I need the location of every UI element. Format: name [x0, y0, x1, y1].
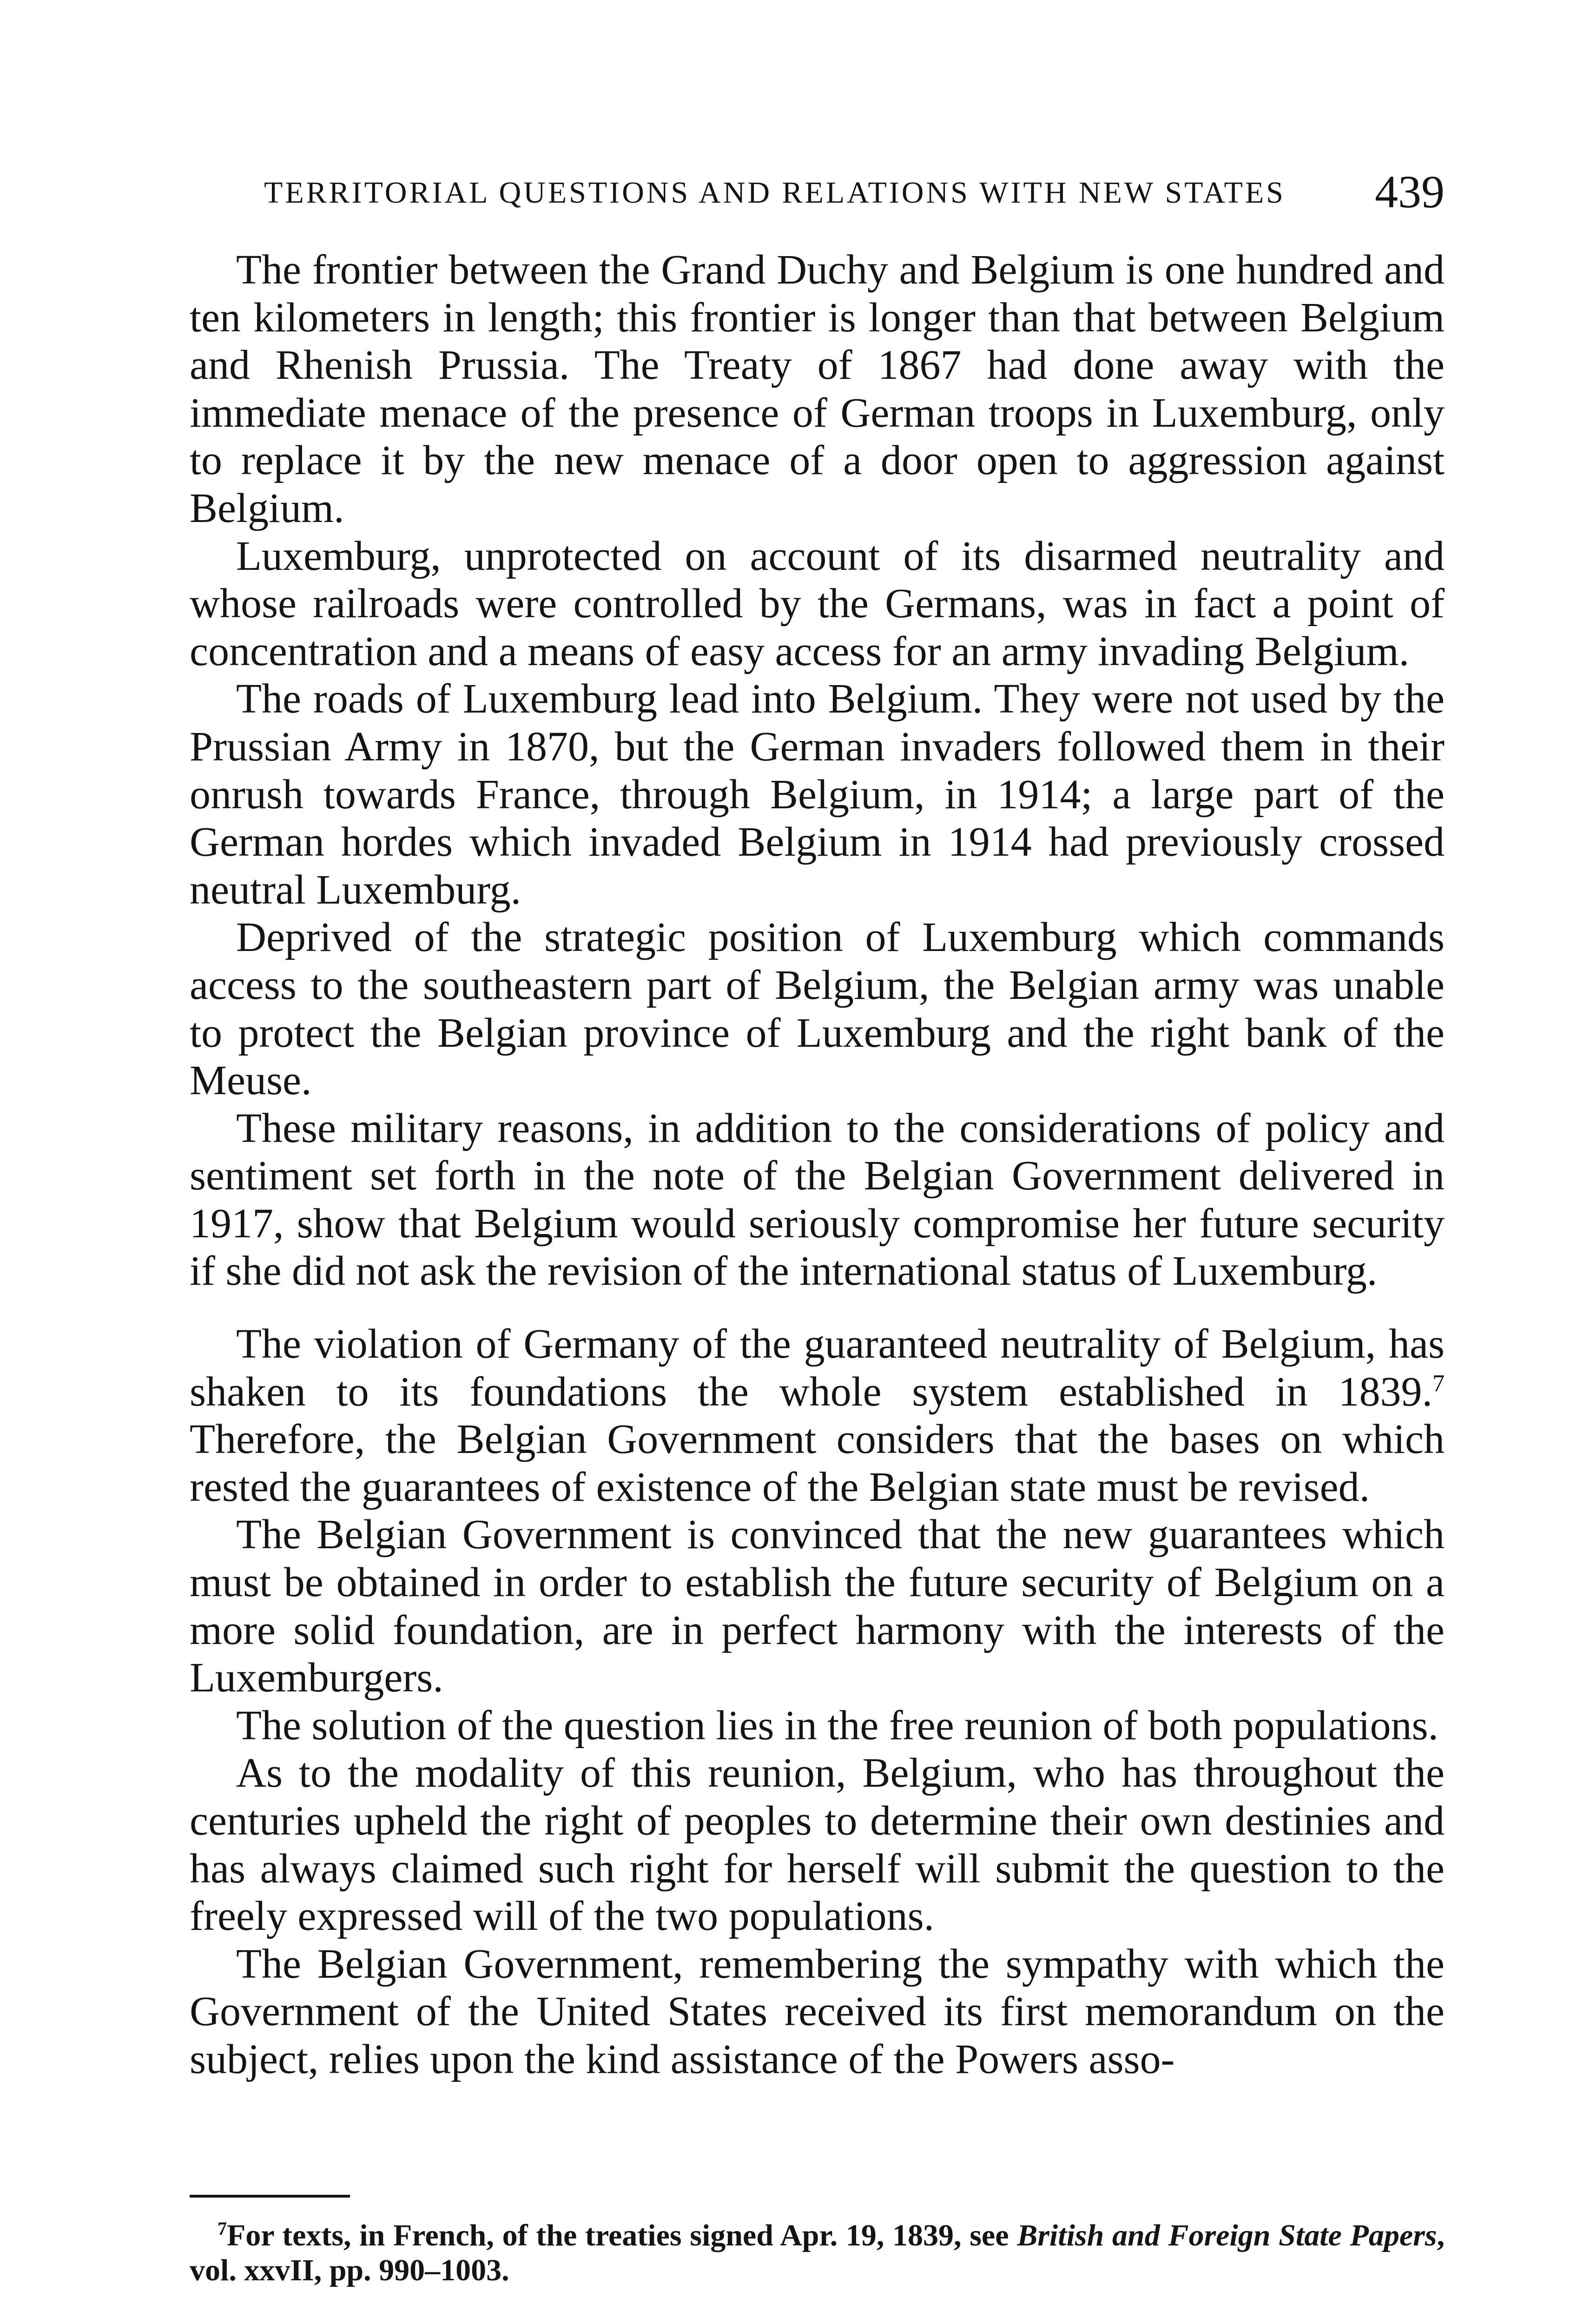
page-number: 439: [1375, 166, 1445, 218]
footnote-marker: 7: [218, 2218, 227, 2239]
paragraph-roads: The roads of Luxemburg lead into Belgium. They were not used by the Prussian Army in 1870, but the German invaders followed them in their onrush towards France, through Belgium, in 1914; a large part of the German hordes which invaded Belgium in 1914 had previously crossed neutral Luxemburg.: [190, 676, 1445, 913]
violation-text-before: The violation of Germany of the guaranteed neutrality of Belgium, has shaken to its foundations the whole system established in 1839.: [190, 1321, 1445, 1415]
paragraph-solution: The solution of the question lies in the free reunion of both populations.: [236, 1702, 1439, 1749]
paragraph-luxemburg-neutrality: Luxemburg, unprotected on account of its disarmed neutrality and whose railroads were controlled by the Germans, was in fact a point of concentration and a means of easy access for an army invading Belgium.: [190, 533, 1445, 674]
footnote-text-after: , vol. xxvII, pp. 990–1003.: [190, 2218, 1445, 2287]
footnote-reference: 7: [1432, 1370, 1445, 1397]
body-text: [190, 246, 1445, 2084]
paragraph-sympathy: The Belgian Government, remembering the sympathy with which the Government of the United States received its first memorandum on the subject, relies upon the kind assistance of the Powers asso-: [190, 1941, 1445, 2082]
paragraph-frontier: The frontier between the Grand Duchy and Belgium is one hundred and ten kilometers in length; this frontier is longer than that between Belgium and Rhenish Prussia. The Treaty of 1867 had done away with the immediate menace of the presence of German troops in Luxemburg, only to replace it by the new menace of a door open to aggression against Belgium.: [190, 247, 1445, 531]
paragraph-modality: As to the modality of this reunion, Belgium, who has throughout the centuries upheld the right of peoples to determine their own destinies and has always claimed such right for herself will submit the question to the freely expressed will of the two populations.: [190, 1750, 1445, 1940]
violation-text-after: Therefore, the Belgian Government considers that the bases on which rested the guarantees of existence of the Belgian state must be revised.: [190, 1416, 1445, 1510]
footnote-source-title: British and Foreign State Papers: [1017, 2218, 1437, 2252]
footnote-divider: [190, 2195, 350, 2198]
footnote: [190, 2218, 1445, 2288]
paragraph-new-guarantees: The Belgian Government is convinced that the new guarantees which must be obtained in order to establish the future security of Belgium on a more solid foundation, are in perfect harmony with the interests of the Luxemburgers.: [190, 1512, 1445, 1701]
running-head: [190, 165, 1445, 216]
paragraph-military-reasons: These military reasons, in addition to the considerations of policy and sentiment set forth in the note of the Belgian Government delivered in 1917, show that Belgium would seriously compromise her future security if she did not ask the revision of the international status of Luxemburg.: [190, 1105, 1445, 1294]
paragraph-strategic-position: Deprived of the strategic position of Luxemburg which commands access to the southeastern part of Belgium, the Belgian army was unable to protect the Belgian province of Luxemburg and the right bank of the Meuse.: [190, 914, 1445, 1104]
paragraph-violation: [190, 1320, 1445, 1511]
running-title: TERRITORIAL QUESTIONS AND RELATIONS WITH NEW STATES: [264, 176, 1286, 210]
footnote-text-before: For texts, in French, of the treaties signed Apr. 19, 1839, see: [227, 2218, 1017, 2252]
